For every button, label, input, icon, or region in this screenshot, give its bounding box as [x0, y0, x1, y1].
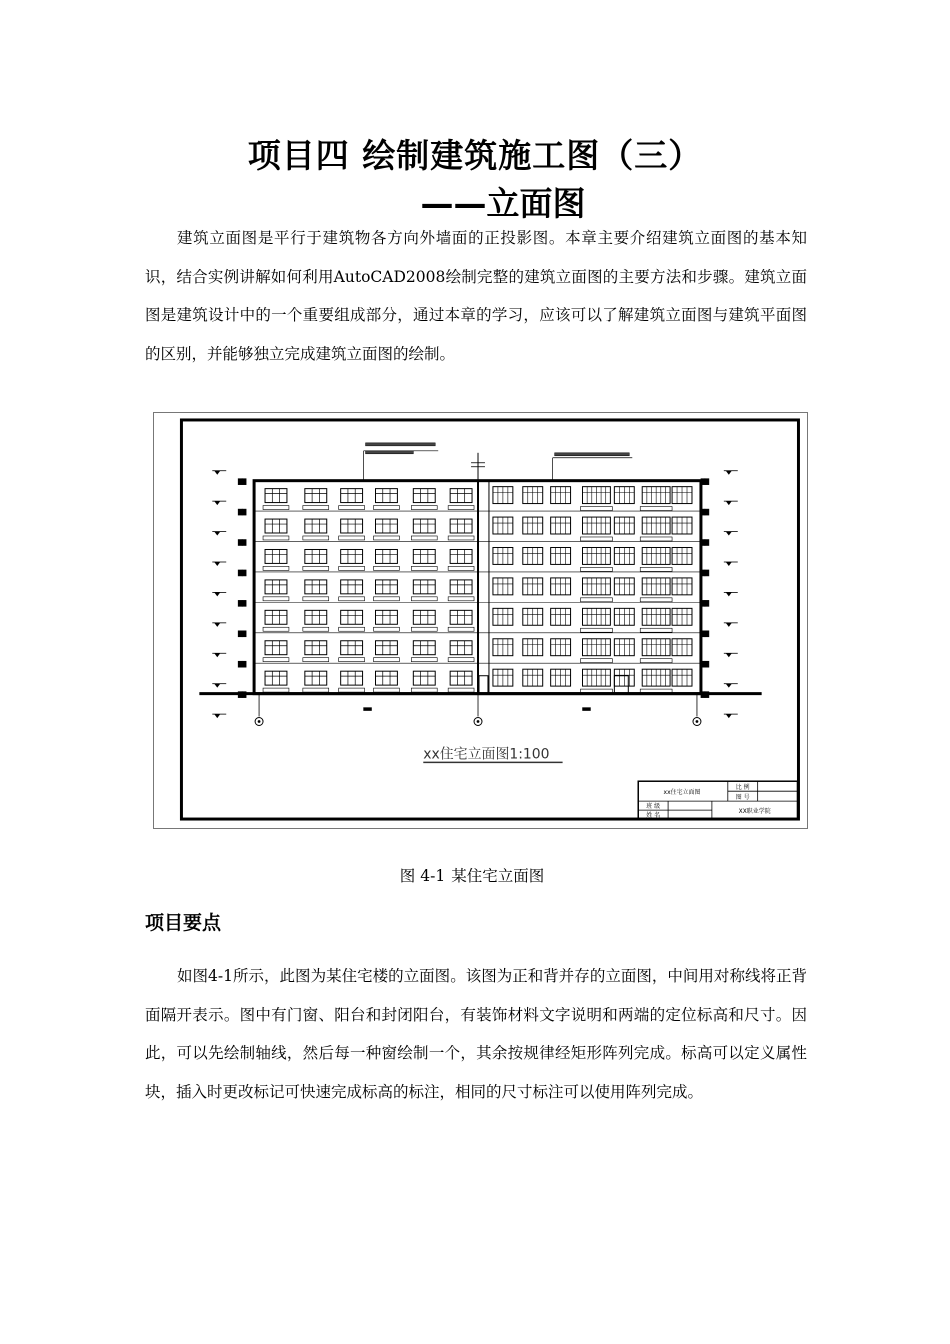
figure-caption-text: 某住宅立面图 [451, 867, 545, 885]
figure-caption-label: 图 4-1 [399, 867, 446, 885]
title-block-school: XX职业学院 [738, 808, 771, 816]
title-block-name: 姓 名 [646, 812, 661, 820]
title-block [638, 781, 797, 819]
document-title: 项目四 绘制建筑施工图（三） [247, 136, 703, 175]
title-block-drawing-no: 图 号 [735, 794, 750, 802]
points-paragraph: 如图4-1所示，此图为某住宅楼的立面图。该图为正和背并存的立面图，中间用对称线将正背面隔开表示。图中有门窗、阳台和封闭阳台，有装饰材料文字说明和两端的定位标高和尺寸。因此，可以先绘制轴线，然后每一种窗绘制一个，其余按规律经矩形阵列完成。标高可以定义属性块，插入时更改标记可快速完成标高的标注，相同的尺寸标注可以使用阵列完成。 [145, 967, 807, 1101]
building-elevation [199, 443, 761, 726]
elevation-drawing [154, 413, 807, 828]
title-block-scale: 比 例 [735, 784, 750, 792]
section-heading: 项目要点 [145, 912, 222, 934]
drawing-title: xx住宅立面图1:100 [423, 746, 550, 763]
figure-caption [0, 864, 950, 886]
document-subtitle: ——立面图 [420, 184, 586, 223]
elevation-drawing-figure [153, 412, 808, 829]
intro-paragraph: 建筑立面图是平行于建筑物各方向外墙面的正投影图。本章主要介绍建筑立面图的基本知识，结合实例讲解如何利用AutoCAD2008绘制完整的建筑立面图的主要方法和步骤。建筑立面图是建筑设计中的一个重要组成部分，通过本章的学习，应该可以了解建筑立面图与建筑平面图的区别，并能够独立完成建筑立面图的绘制。 [145, 229, 807, 363]
title-block-class: 班 级 [646, 803, 661, 811]
title-block-project: xx住宅立面图 [663, 789, 701, 797]
